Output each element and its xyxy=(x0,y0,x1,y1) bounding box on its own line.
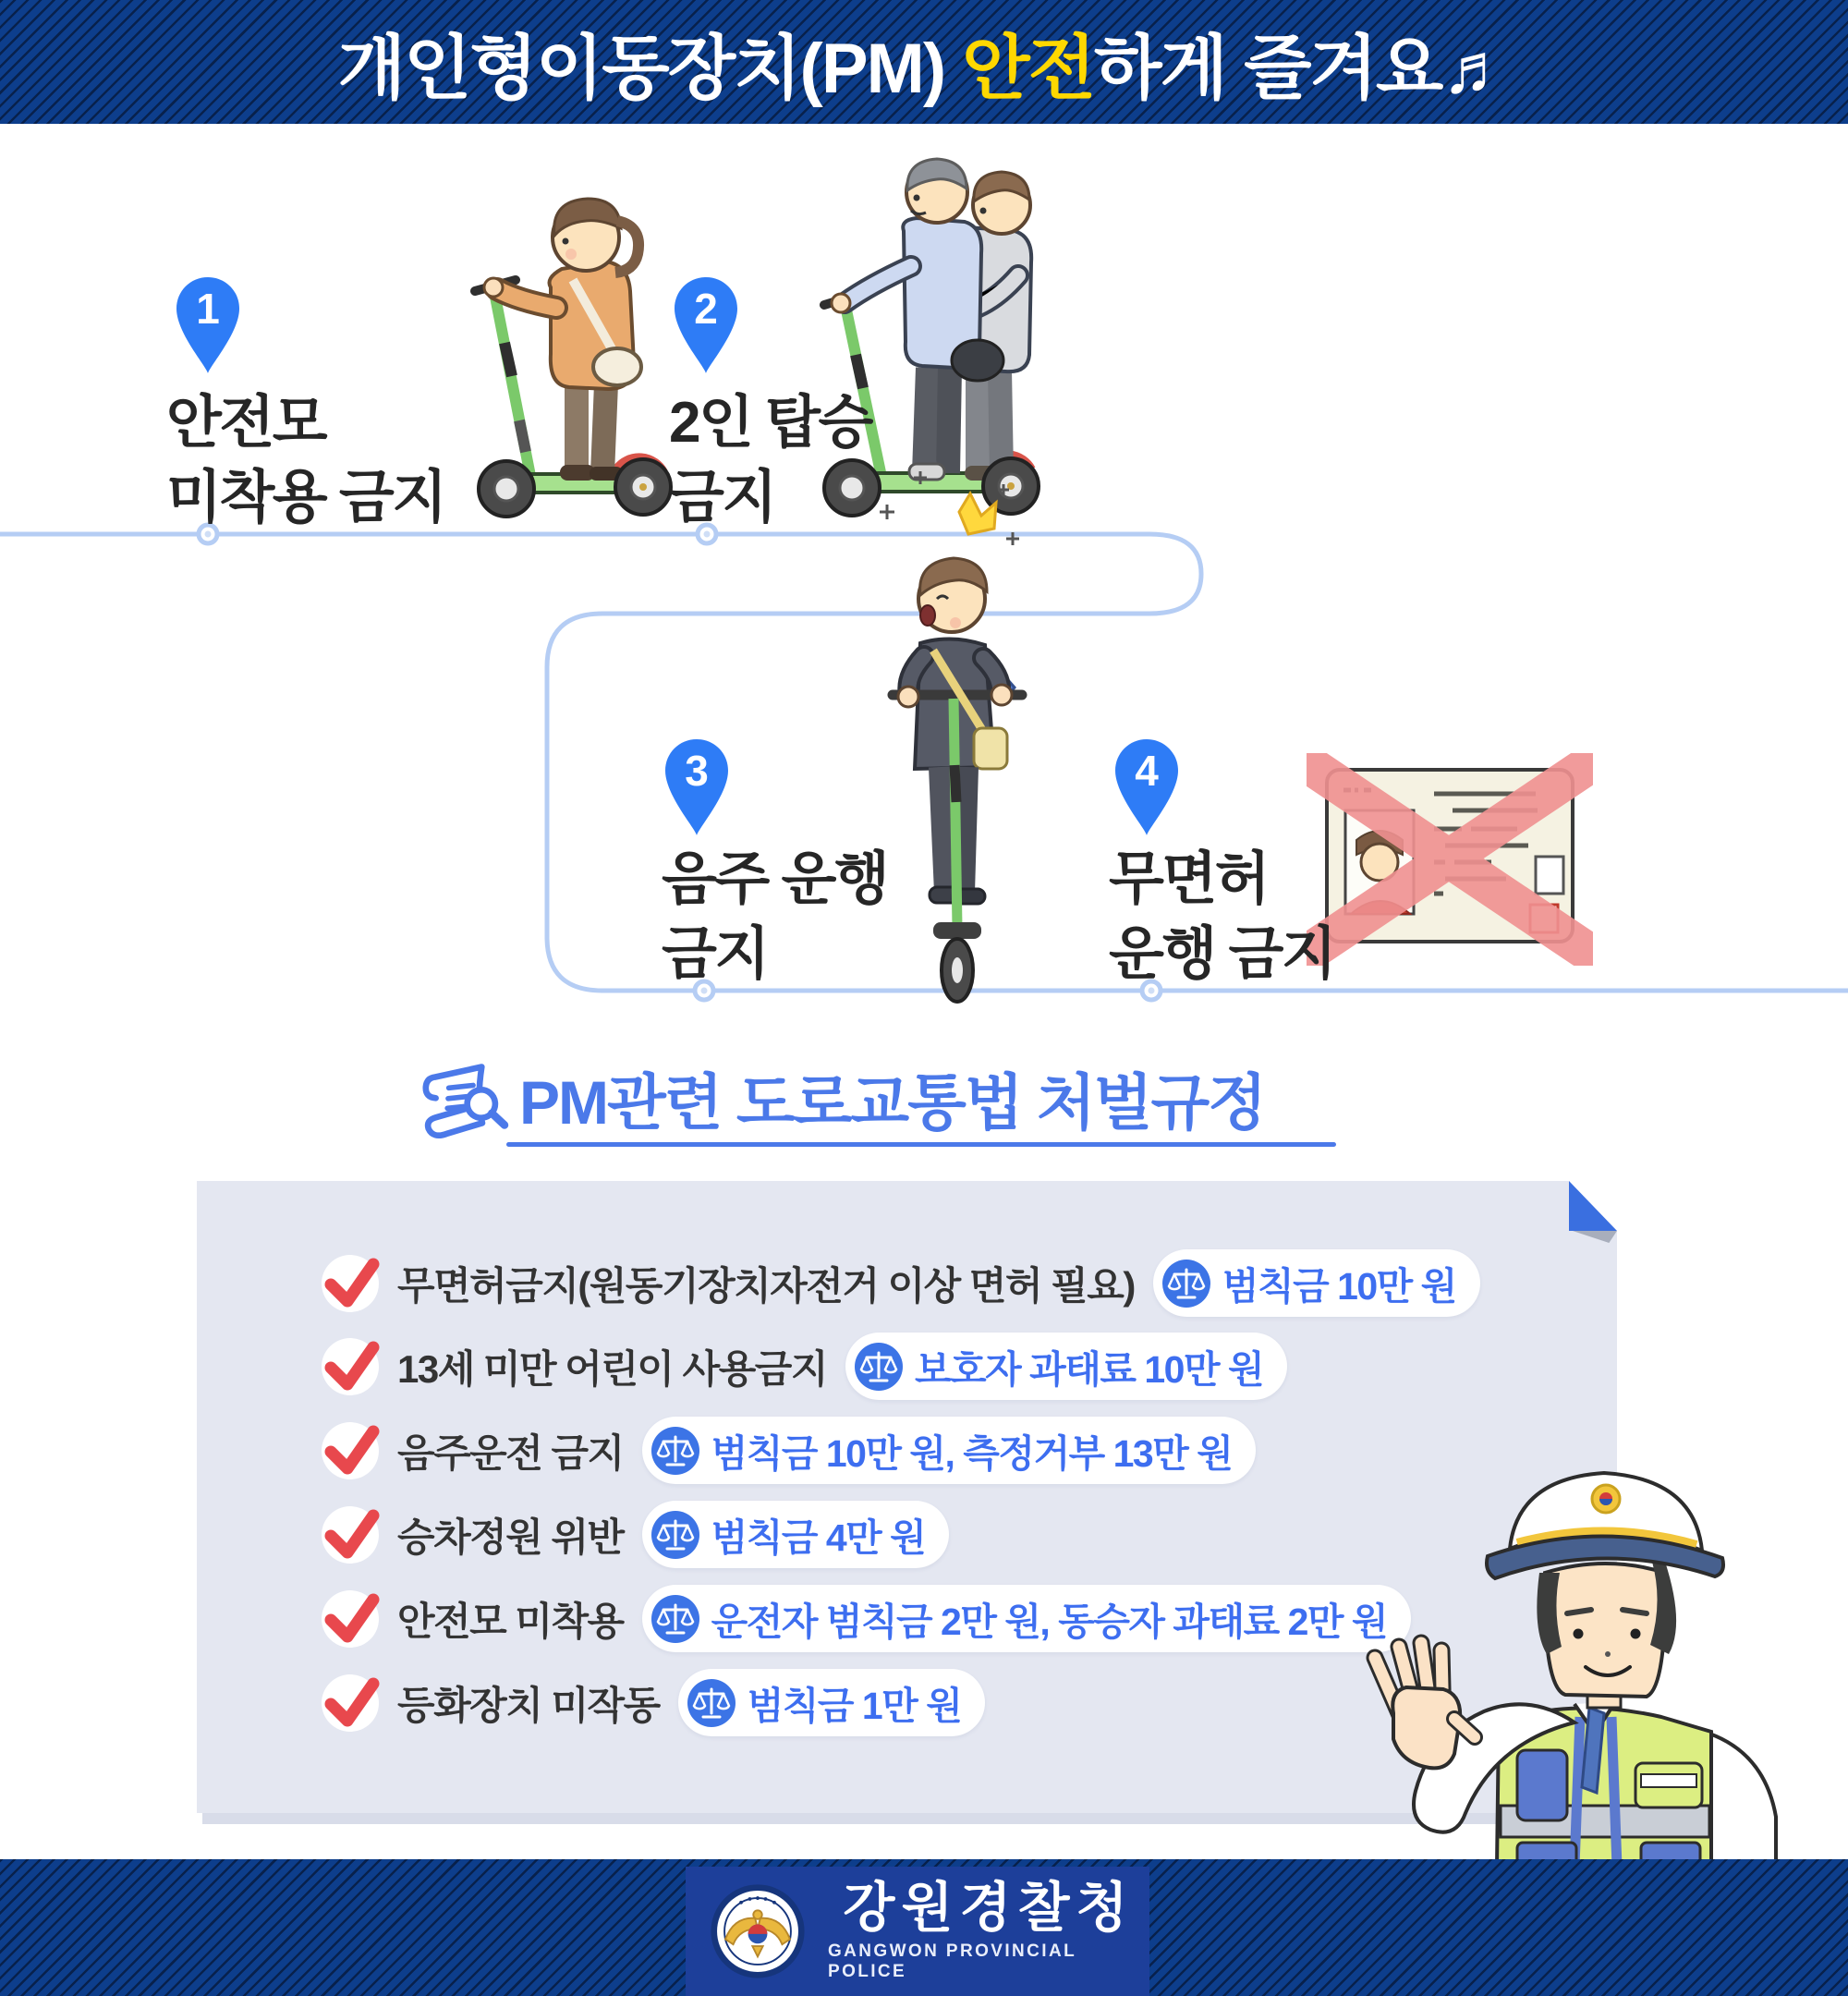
pin-2-icon xyxy=(669,274,743,375)
scale-icon xyxy=(650,1426,700,1476)
svg-text:2: 2 xyxy=(694,285,718,333)
penalty-row xyxy=(322,1333,1287,1400)
penalty-badge-text: 운전자 범칙금 2만 원, 동승자 과태료 2만 원 xyxy=(711,1600,1388,1643)
penalty-badge xyxy=(1153,1249,1480,1317)
woman-scooter-illustration xyxy=(462,169,684,520)
penalty-text: 승차정원 위반 xyxy=(397,1515,624,1559)
police-logo-box xyxy=(686,1867,1149,1996)
svg-text:1: 1 xyxy=(196,285,220,333)
penalty-row xyxy=(322,1249,1480,1317)
police-officer-illustration xyxy=(1297,1425,1848,1867)
pin-1-icon xyxy=(171,274,245,375)
section-title: PM관련 도로교통법 처벌규정 xyxy=(519,1068,1265,1137)
svg-text:3: 3 xyxy=(685,747,709,795)
penalty-text: 13세 미만 어린이 사용금지 xyxy=(397,1346,827,1391)
drunk-rider-illustration xyxy=(867,460,1052,1010)
org-name-english: GANGWON PROVINCIAL POLICE xyxy=(828,1941,1076,1981)
scale-icon xyxy=(650,1594,700,1644)
penalty-badge xyxy=(845,1333,1287,1400)
penalty-badge xyxy=(678,1669,986,1736)
penalty-text: 등화장치 미작동 xyxy=(397,1683,660,1727)
scroll-magnifier-icon xyxy=(407,1054,513,1154)
police-emblem-icon xyxy=(710,1883,806,1979)
section-underline xyxy=(506,1142,1336,1147)
scale-icon xyxy=(650,1510,700,1560)
title-suffix: 하게 즐겨요 xyxy=(1094,29,1442,108)
scale-icon xyxy=(1161,1259,1211,1308)
check-icon xyxy=(322,1674,379,1732)
penalty-badge-text: 범칙금 1만 원 xyxy=(747,1685,962,1727)
svg-text:4: 4 xyxy=(1135,747,1159,795)
org-name-korean: 강원경찰청 xyxy=(843,1878,1135,1939)
penalty-badge-text: 범칙금 10만 원 xyxy=(1222,1265,1456,1308)
item-4-label: 무면허 운행 금지 xyxy=(1109,847,1335,986)
penalty-badge-text: 범칙금 10만 원, 측정거부 13만 원 xyxy=(711,1432,1233,1475)
penalty-badge-text: 보호자 과태료 10만 원 xyxy=(914,1348,1264,1391)
penalty-text: 무면허금지(원동기장치자전거 이상 면허 필요) xyxy=(397,1263,1135,1308)
penalty-row xyxy=(322,1417,1256,1484)
music-note-icon: ♬ xyxy=(1441,29,1511,108)
item-3-label: 음주 운행 금지 xyxy=(662,847,888,986)
penalty-row xyxy=(322,1501,949,1568)
penalty-badge xyxy=(642,1501,950,1568)
penalty-text: 안전모 미착용 xyxy=(397,1599,624,1643)
item-2-label: 2인 탑승 금지 xyxy=(669,391,871,529)
scale-icon xyxy=(687,1678,736,1728)
license-card-illustration xyxy=(1307,753,1593,966)
title-prefix: 개인형이동장치(PM) xyxy=(337,29,963,108)
pin-3-icon xyxy=(660,736,734,837)
penalty-text: 음주운전 금지 xyxy=(397,1430,624,1475)
pin-4-icon xyxy=(1110,736,1184,837)
penalty-row xyxy=(322,1585,1411,1652)
check-icon xyxy=(322,1506,379,1564)
penalty-badge xyxy=(642,1585,1411,1652)
check-icon xyxy=(322,1422,379,1479)
check-icon xyxy=(322,1590,379,1648)
check-icon xyxy=(322,1255,379,1312)
police-logo-texts xyxy=(828,1880,1149,1982)
item-1-label: 안전모 미착용 금지 xyxy=(166,391,445,529)
penalty-badge xyxy=(642,1417,1257,1484)
check-icon xyxy=(322,1338,379,1395)
scale-icon xyxy=(854,1342,904,1392)
title-highlight: 안전 xyxy=(962,29,1095,108)
penalty-row xyxy=(322,1669,985,1736)
penalty-badge-text: 범칙금 4만 원 xyxy=(711,1516,926,1559)
